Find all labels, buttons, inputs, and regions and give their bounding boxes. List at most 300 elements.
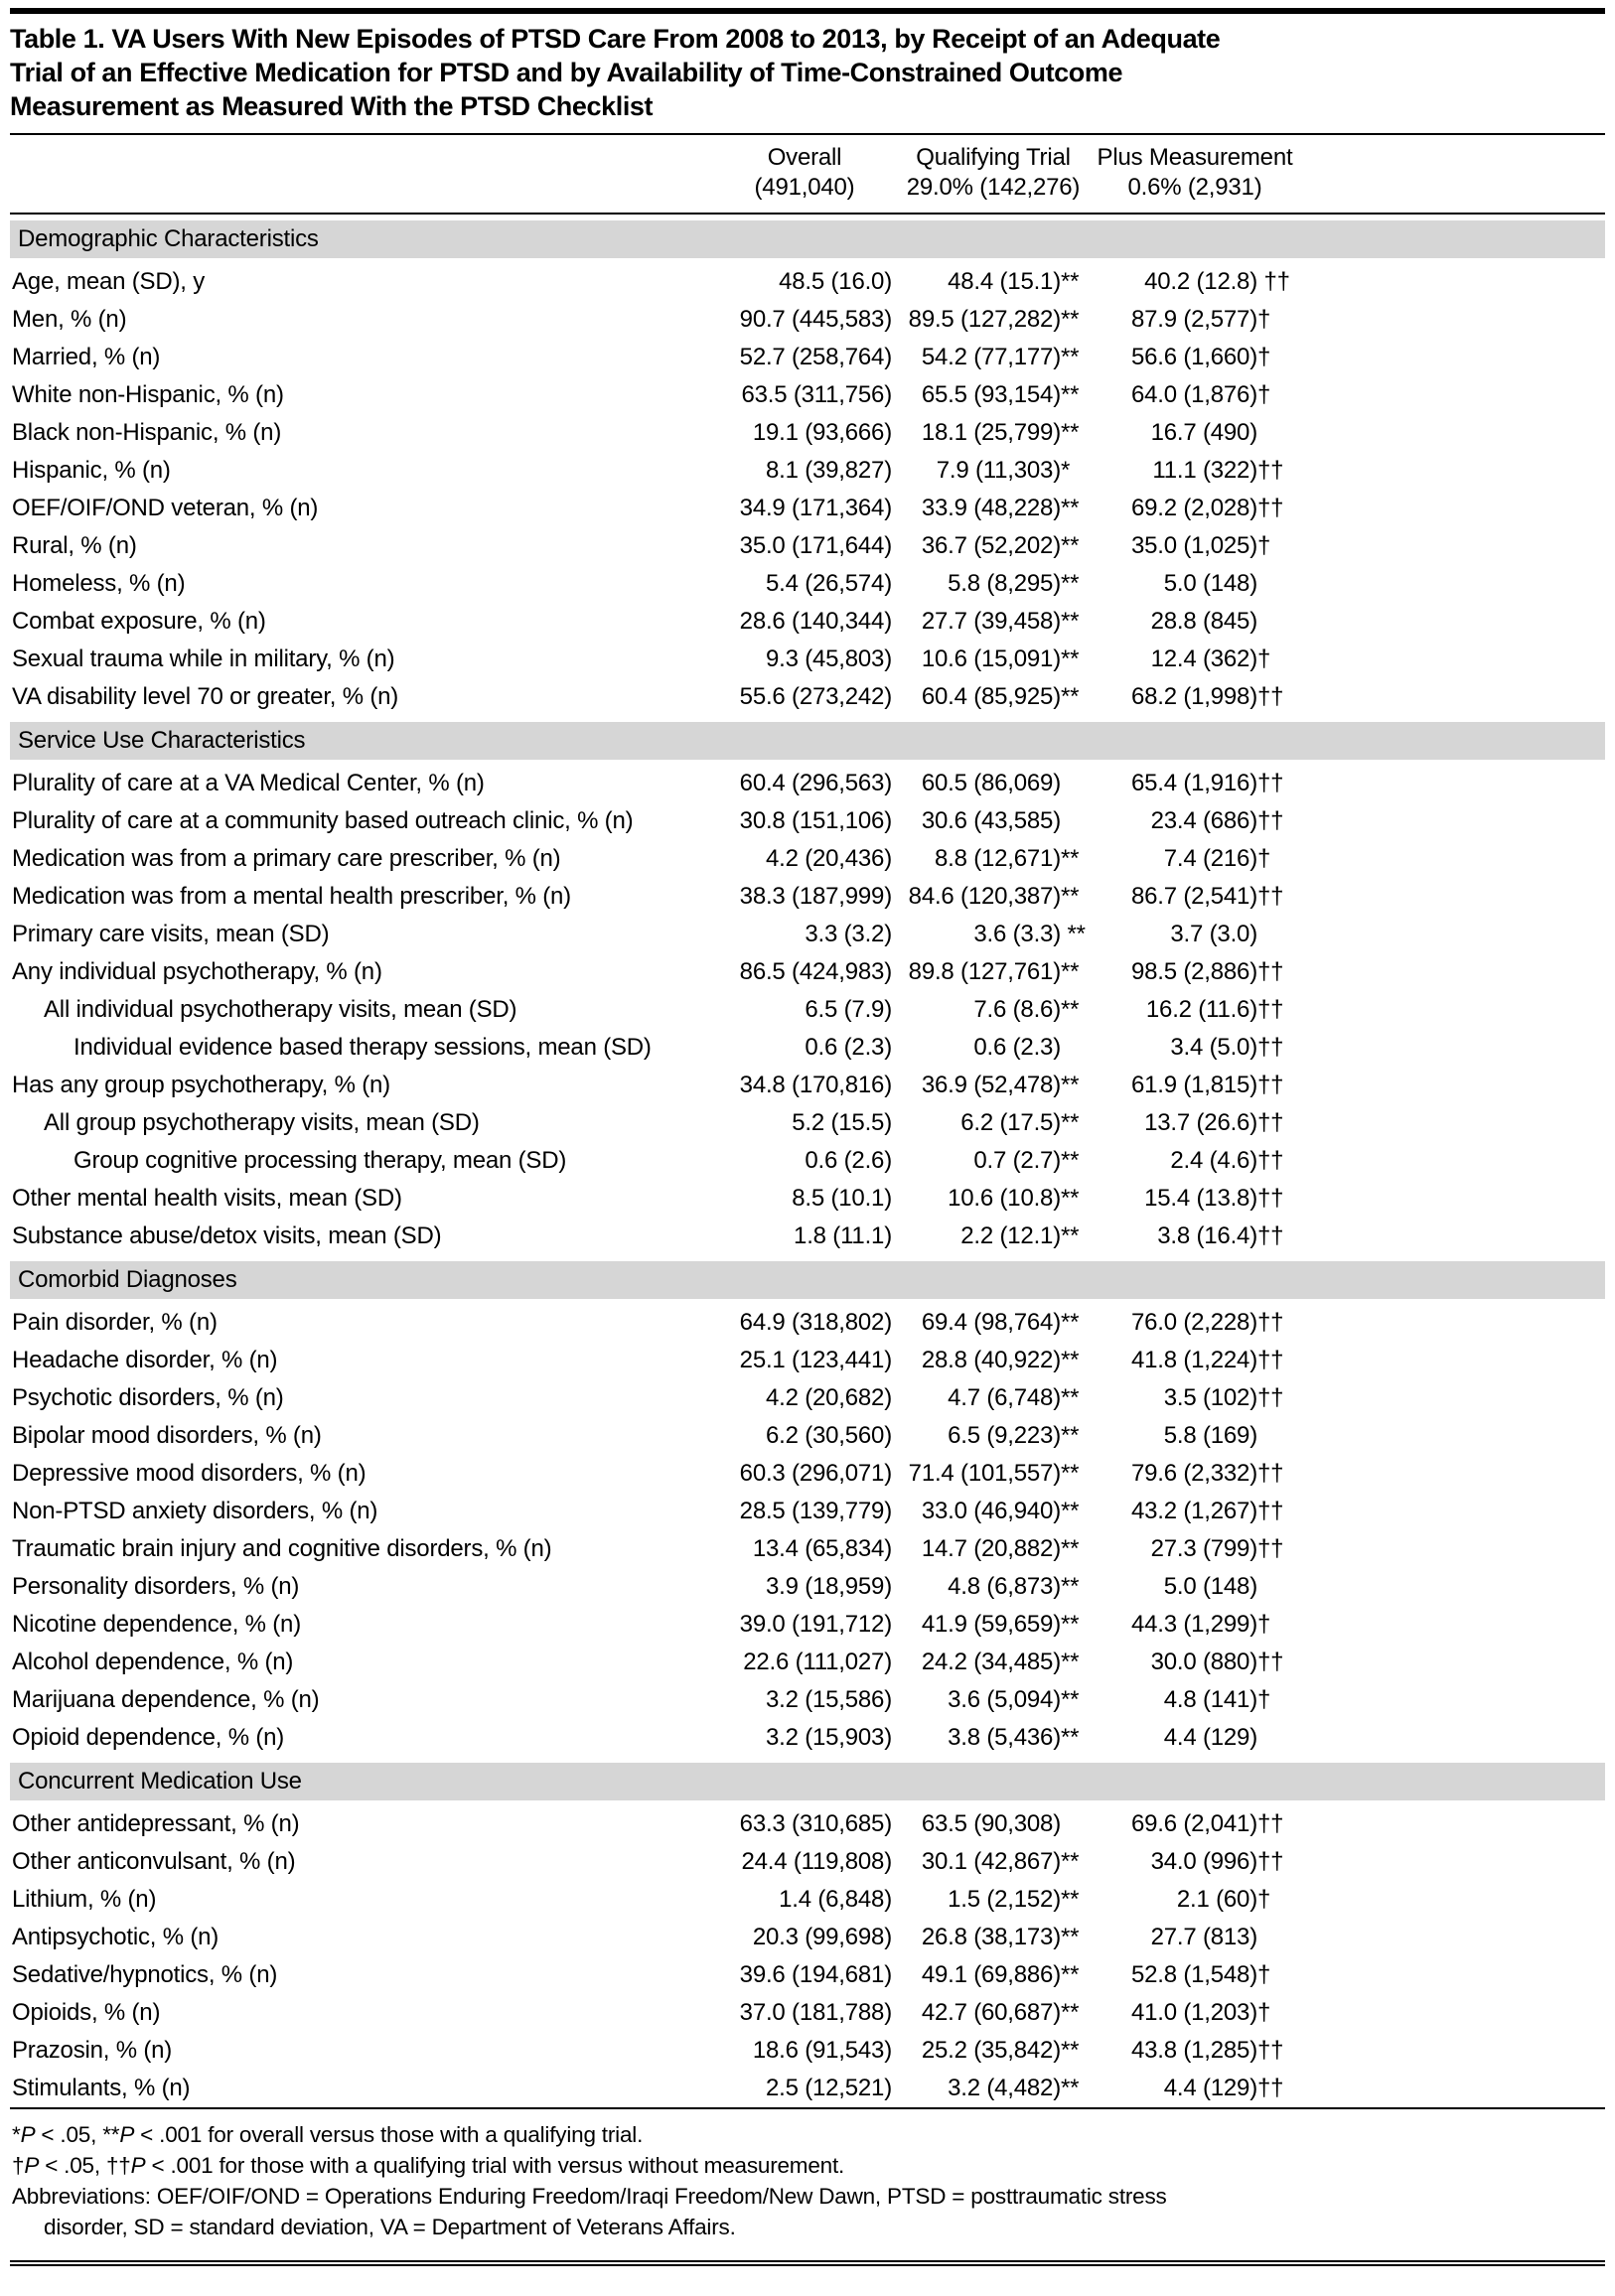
row-label: Lithium, % (n) (12, 1886, 157, 1913)
significance-flag: † (1257, 1961, 1271, 1988)
table-row (10, 802, 1605, 840)
row-label: Plurality of care at a VA Medical Center, % (n) (12, 770, 485, 796)
cell-value: 34.0 (996) (1150, 1848, 1257, 1875)
table-row (10, 878, 1605, 916)
cell-value: 55.6 (273,242) (739, 683, 892, 710)
cell-qualifying-trial (894, 770, 1093, 797)
cell-value: 6.5 (9,223) (948, 1422, 1061, 1449)
table-row (10, 840, 1605, 878)
cell-overall (715, 1072, 894, 1099)
significance-flag: †† (1257, 1848, 1284, 1875)
cell-value: 13.7 (26.6) (1144, 1109, 1257, 1136)
cell-plus-measurement (1093, 1649, 1297, 1676)
cell-value: 63.5 (90,308) (921, 1810, 1061, 1837)
row-label: Medication was from a primary care prescriber, % (n) (12, 845, 561, 872)
cell-qualifying-trial (894, 1422, 1093, 1450)
cell-qualifying-trial (894, 1309, 1093, 1337)
cell-value: 9.3 (45,803) (765, 646, 892, 672)
cell-value: 35.0 (171,644) (739, 532, 892, 559)
row-label: Hispanic, % (n) (12, 457, 171, 484)
cell-plus-measurement (1093, 2075, 1297, 2102)
column-header-qualifying-trial-line1: Qualifying Trial (916, 144, 1071, 171)
row-label: Combat exposure, % (n) (12, 608, 266, 635)
table-row (10, 1493, 1605, 1530)
cell-value: 33.9 (48,228) (921, 495, 1061, 521)
cell-value: 4.8 (141) (1163, 1686, 1257, 1713)
cell-value: 6.2 (30,560) (765, 1422, 892, 1449)
cell-plus-measurement (1093, 807, 1297, 835)
cell-value: 52.8 (1,548) (1130, 1961, 1257, 1988)
cell-plus-measurement (1093, 344, 1297, 371)
cell-value: 65.4 (1,916) (1130, 770, 1257, 796)
row-label: Bipolar mood disorders, % (n) (12, 1422, 322, 1449)
significance-flag: ** (1061, 883, 1080, 910)
cell-value: 4.8 (6,873) (948, 1573, 1061, 1600)
column-header-qualifying-trial (894, 143, 1093, 203)
significance-flag: ** (1061, 1961, 1080, 1988)
cell-plus-measurement (1093, 608, 1297, 636)
row-label: Other anticonvulsant, % (n) (12, 1848, 296, 1875)
cell-value: 27.3 (799) (1150, 1535, 1257, 1562)
cell-value: 30.6 (43,585) (921, 807, 1061, 834)
cell-value: 41.0 (1,203) (1130, 1999, 1257, 2026)
table-row (10, 1342, 1605, 1379)
table-row (10, 953, 1605, 991)
row-label: Rural, % (n) (12, 532, 137, 559)
cell-value: 15.4 (13.8) (1144, 1185, 1257, 1212)
cell-value: 34.9 (171,364) (739, 495, 892, 521)
table-title-line: Trial of an Effective Medication for PTSD and by Availability of Time-Constrained Outcome (10, 58, 1123, 87)
cell-overall (715, 306, 894, 334)
footnote-line (12, 2119, 1605, 2150)
table-row (10, 1606, 1605, 1644)
row-label: VA disability level 70 or greater, % (n) (12, 683, 399, 710)
cell-overall (715, 921, 894, 948)
cell-overall (715, 1309, 894, 1337)
cell-plus-measurement (1093, 2037, 1297, 2065)
cell-plus-measurement (1093, 1810, 1297, 1838)
row-label: Medication was from a mental health prescriber, % (n) (12, 883, 571, 910)
cell-value: 54.2 (77,177) (921, 344, 1061, 370)
row-label: Prazosin, % (n) (12, 2037, 173, 2064)
table-row (10, 603, 1605, 641)
cell-value: 56.6 (1,660) (1130, 344, 1257, 370)
row-label: Psychotic disorders, % (n) (12, 1384, 284, 1411)
cell-value: 98.5 (2,886) (1130, 958, 1257, 985)
cell-overall (715, 646, 894, 673)
cell-plus-measurement (1093, 1309, 1297, 1337)
cell-overall (715, 958, 894, 986)
significance-flag: †† (1257, 1034, 1284, 1061)
cell-overall (715, 1810, 894, 1838)
cell-overall (715, 1961, 894, 1989)
cell-qualifying-trial (894, 1347, 1093, 1374)
cell-qualifying-trial (894, 1535, 1093, 1563)
significance-flag: † (1257, 646, 1271, 672)
table-row (10, 1029, 1605, 1067)
cell-overall (715, 1573, 894, 1601)
row-label: Any individual psychotherapy, % (n) (12, 958, 382, 985)
cell-plus-measurement (1093, 1611, 1297, 1639)
significance-flag: ** (1061, 1460, 1080, 1487)
row-label: Headache disorder, % (n) (12, 1347, 278, 1373)
cell-value: 42.7 (60,687) (921, 1999, 1061, 2026)
cell-value: 18.6 (91,543) (752, 2037, 892, 2064)
cell-plus-measurement (1093, 1848, 1297, 1876)
cell-plus-measurement (1093, 1185, 1297, 1213)
cell-value: 8.5 (10.1) (792, 1185, 892, 1212)
row-label: Marijuana dependence, % (n) (12, 1686, 320, 1713)
footnote-italic-p: P (119, 2122, 135, 2147)
cell-overall (715, 1109, 894, 1137)
cell-qualifying-trial (894, 1185, 1093, 1213)
table-top-rule (10, 8, 1605, 14)
cell-value: 3.8 (5,436) (948, 1724, 1061, 1751)
cell-qualifying-trial (894, 1686, 1093, 1714)
column-header-plus-measurement (1093, 143, 1297, 203)
section-header: Concurrent Medication Use (10, 1763, 1605, 1800)
cell-qualifying-trial (894, 381, 1093, 409)
cell-plus-measurement (1093, 495, 1297, 522)
cell-value: 34.8 (170,816) (739, 1072, 892, 1098)
cell-qualifying-trial (894, 1999, 1093, 2027)
table-row (10, 339, 1605, 376)
cell-value: 28.8 (845) (1150, 608, 1257, 635)
table-bottom-double-rule (10, 2260, 1605, 2266)
row-label: Other antidepressant, % (n) (12, 1810, 300, 1837)
significance-flag: ** (1061, 683, 1080, 710)
significance-flag: ** (1061, 2037, 1080, 2064)
footnote-text: † (12, 2153, 25, 2178)
footnote-italic-p: P (20, 2122, 36, 2147)
significance-flag: † (1257, 845, 1271, 872)
cell-value: 69.4 (98,764) (921, 1309, 1061, 1336)
cell-value: 35.0 (1,025) (1130, 532, 1257, 559)
cell-value: 5.8 (169) (1163, 1422, 1257, 1449)
cell-qualifying-trial (894, 883, 1093, 911)
cell-value: 26.8 (38,173) (921, 1924, 1061, 1950)
footnote-italic-p: P (24, 2153, 40, 2178)
cell-value: 27.7 (813) (1150, 1924, 1257, 1950)
row-label: Homeless, % (n) (12, 570, 186, 597)
cell-value: 8.8 (12,671) (934, 845, 1061, 872)
cell-plus-measurement (1093, 646, 1297, 673)
cell-value: 44.3 (1,299) (1130, 1611, 1257, 1638)
cell-qualifying-trial (894, 1848, 1093, 1876)
column-header-row (10, 135, 1605, 213)
cell-value: 63.5 (311,756) (741, 381, 892, 408)
cell-plus-measurement (1093, 457, 1297, 485)
significance-flag: ** (1061, 1384, 1080, 1411)
cell-value: 11.1 (322) (1152, 457, 1257, 484)
cell-value: 23.4 (686) (1150, 807, 1257, 834)
row-label: Alcohol dependence, % (n) (12, 1649, 294, 1675)
cell-value: 2.4 (4.6) (1170, 1147, 1257, 1174)
cell-value: 1.5 (2,152) (948, 1886, 1061, 1913)
table-row (10, 1843, 1605, 1881)
row-label: Stimulants, % (n) (12, 2075, 191, 2101)
cell-overall (715, 1724, 894, 1752)
table-row (10, 641, 1605, 678)
cell-value: 60.3 (296,071) (739, 1460, 892, 1487)
cell-qualifying-trial (894, 958, 1093, 986)
significance-flag: † (1257, 344, 1271, 370)
significance-flag: †† (1257, 1384, 1284, 1411)
row-label: All group psychotherapy visits, mean (SD) (44, 1109, 480, 1136)
significance-flag: †† (1257, 1109, 1284, 1136)
significance-flag: †† (1257, 770, 1284, 796)
cell-overall (715, 419, 894, 447)
cell-qualifying-trial (894, 1498, 1093, 1525)
cell-plus-measurement (1093, 268, 1297, 296)
cell-value: 41.8 (1,224) (1130, 1347, 1257, 1373)
significance-flag: †† (1257, 2075, 1284, 2101)
significance-flag: ** (1061, 1848, 1080, 1875)
cell-value: 52.7 (258,764) (739, 344, 892, 370)
significance-flag: †† (1257, 1649, 1284, 1675)
cell-value: 38.3 (187,999) (739, 883, 892, 910)
cell-overall (715, 268, 894, 296)
cell-value: 60.4 (296,563) (739, 770, 892, 796)
cell-value: 90.7 (445,583) (739, 306, 892, 333)
cell-value: 3.7 (3.0) (1170, 921, 1257, 947)
cell-value: 0.7 (2.7) (973, 1147, 1061, 1174)
significance-flag: †† (1257, 1460, 1284, 1487)
cell-overall (715, 381, 894, 409)
row-label: Pain disorder, % (n) (12, 1309, 218, 1336)
cell-value: 49.1 (69,886) (921, 1961, 1061, 1988)
significance-flag: †† (1257, 996, 1284, 1023)
footnote-text: < .001 for overall versus those with a qualifying trial. (134, 2122, 644, 2147)
significance-flag: ** (1061, 419, 1080, 446)
cell-value: 18.1 (25,799) (921, 419, 1061, 446)
cell-value: 30.0 (880) (1150, 1649, 1257, 1675)
table-row (10, 2032, 1605, 2070)
cell-overall (715, 570, 894, 598)
column-header-overall-line2: (491,040) (754, 174, 855, 201)
cell-value: 65.5 (93,154) (921, 381, 1061, 408)
footnote-italic-p: P (130, 2153, 146, 2178)
cell-value: 14.7 (20,882) (921, 1535, 1061, 1562)
significance-flag: ** (1061, 958, 1080, 985)
table-row (10, 1304, 1605, 1342)
cell-overall (715, 1034, 894, 1062)
cell-qualifying-trial (894, 1109, 1093, 1137)
table-row (10, 1530, 1605, 1568)
table-row (10, 1067, 1605, 1104)
cell-value: 28.5 (139,779) (739, 1498, 892, 1524)
cell-value: 0.6 (2.3) (973, 1034, 1061, 1061)
cell-overall (715, 996, 894, 1024)
cell-value: 84.6 (120,387) (908, 883, 1061, 910)
significance-flag: ** (1061, 845, 1080, 872)
footnote-text: disorder, SD = standard deviation, VA = Department of Veterans Affairs. (44, 2215, 736, 2239)
row-label: Opioid dependence, % (n) (12, 1724, 285, 1751)
cell-overall (715, 1535, 894, 1563)
cell-qualifying-trial (894, 457, 1093, 485)
significance-flag: †† (1257, 1185, 1284, 1212)
table-row (10, 1568, 1605, 1606)
cell-value: 71.4 (101,557) (908, 1460, 1061, 1487)
cell-value: 3.6 (5,094) (948, 1686, 1061, 1713)
cell-value: 3.3 (3.2) (805, 921, 892, 947)
footnotes (10, 2109, 1605, 2250)
row-label: Antipsychotic, % (n) (12, 1924, 220, 1950)
column-header-plus-measurement-line2: 0.6% (2,931) (1127, 174, 1262, 201)
cell-plus-measurement (1093, 1384, 1297, 1412)
significance-flag: ** (1061, 2075, 1080, 2101)
row-label: Men, % (n) (12, 306, 127, 333)
row-label: Traumatic brain injury and cognitive disorders, % (n) (12, 1535, 552, 1562)
cell-overall (715, 2037, 894, 2065)
cell-value: 68.2 (1,998) (1130, 683, 1257, 710)
significance-flag: †† (1257, 495, 1284, 521)
significance-flag: †† (1257, 1309, 1284, 1336)
cell-overall (715, 845, 894, 873)
significance-flag: ** (1061, 1535, 1080, 1562)
row-label: Opioids, % (n) (12, 1999, 161, 2026)
cell-value: 20.3 (99,698) (752, 1924, 892, 1950)
cell-value: 13.4 (65,834) (752, 1535, 892, 1562)
cell-overall (715, 532, 894, 560)
significance-flag: † (1257, 381, 1271, 408)
cell-overall (715, 1611, 894, 1639)
table-body (10, 220, 1605, 2107)
cell-value: 48.4 (15.1) (948, 268, 1061, 295)
row-label: Group cognitive processing therapy, mean (SD) (73, 1147, 567, 1174)
significance-flag: ** (1061, 1649, 1080, 1675)
significance-flag: ** (1061, 570, 1080, 597)
cell-overall (715, 608, 894, 636)
significance-flag: ** (1061, 1309, 1080, 1336)
cell-overall (715, 1999, 894, 2027)
table-row (10, 1994, 1605, 2032)
row-label: Black non-Hispanic, % (n) (12, 419, 282, 446)
cell-value: 64.0 (1,876) (1130, 381, 1257, 408)
significance-flag: †† (1257, 683, 1284, 710)
row-label: Sedative/hypnotics, % (n) (12, 1961, 278, 1988)
cell-value: 3.5 (102) (1163, 1384, 1257, 1411)
table-row (10, 1180, 1605, 1218)
cell-value: 64.9 (318,802) (739, 1309, 892, 1336)
significance-flag: † (1257, 1611, 1271, 1638)
row-label: Non-PTSD anxiety disorders, % (n) (12, 1498, 378, 1524)
cell-value: 48.5 (16.0) (779, 268, 892, 295)
table-row (10, 414, 1605, 452)
table-row (10, 1881, 1605, 1919)
row-label: Individual evidence based therapy sessions, mean (SD) (73, 1034, 652, 1061)
table-row (10, 376, 1605, 414)
cell-value: 5.8 (8,295) (948, 570, 1061, 597)
cell-value: 2.1 (60) (1176, 1886, 1257, 1913)
row-label: Sexual trauma while in military, % (n) (12, 646, 395, 672)
cell-qualifying-trial (894, 268, 1093, 296)
cell-overall (715, 1384, 894, 1412)
cell-value: 40.2 (12.8) (1144, 268, 1257, 295)
cell-qualifying-trial (894, 570, 1093, 598)
cell-value: 3.8 (16.4) (1157, 1222, 1257, 1249)
cell-qualifying-trial (894, 1810, 1093, 1838)
significance-flag: † (1257, 1886, 1271, 1913)
cell-overall (715, 1347, 894, 1374)
cell-plus-measurement (1093, 419, 1297, 447)
cell-plus-measurement (1093, 1422, 1297, 1450)
cell-value: 37.0 (181,788) (739, 1999, 892, 2026)
cell-value: 27.7 (39,458) (921, 608, 1061, 635)
cell-value: 22.6 (111,027) (743, 1649, 892, 1675)
footnote-text: < .05, †† (39, 2153, 131, 2178)
significance-flag: ** (1061, 495, 1080, 521)
cell-qualifying-trial (894, 1460, 1093, 1488)
cell-value: 41.9 (59,659) (921, 1611, 1061, 1638)
row-label: Depressive mood disorders, % (n) (12, 1460, 367, 1487)
significance-flag: ** (1061, 1347, 1080, 1373)
cell-qualifying-trial (894, 1961, 1093, 1989)
significance-flag: ** (1061, 306, 1080, 333)
cell-value: 12.4 (362) (1150, 646, 1257, 672)
cell-overall (715, 2075, 894, 2102)
significance-flag: * (1061, 457, 1071, 484)
significance-flag: ** (1061, 381, 1080, 408)
cell-overall (715, 344, 894, 371)
table-row (10, 452, 1605, 490)
significance-flag: †† (1257, 958, 1284, 985)
significance-flag: †† (1257, 268, 1290, 295)
section-header: Demographic Characteristics (10, 220, 1605, 258)
cell-value: 24.2 (34,485) (921, 1649, 1061, 1675)
cell-plus-measurement (1093, 570, 1297, 598)
cell-value: 63.3 (310,685) (739, 1810, 892, 1837)
table-row (10, 1142, 1605, 1180)
cell-plus-measurement (1093, 1886, 1297, 1914)
significance-flag: ** (1061, 1109, 1080, 1136)
cell-qualifying-trial (894, 1924, 1093, 1951)
cell-value: 79.6 (2,332) (1130, 1460, 1257, 1487)
significance-flag: † (1257, 532, 1271, 559)
cell-qualifying-trial (894, 1573, 1093, 1601)
cell-overall (715, 1498, 894, 1525)
table-row (10, 916, 1605, 953)
significance-flag: ** (1061, 1999, 1080, 2026)
cell-value: 24.4 (119,808) (741, 1848, 892, 1875)
cell-value: 16.7 (490) (1150, 419, 1257, 446)
cell-value: 30.8 (151,106) (739, 807, 892, 834)
cell-plus-measurement (1093, 958, 1297, 986)
footnote-text: < .05, ** (35, 2122, 120, 2147)
cell-value: 89.5 (127,282) (908, 306, 1061, 333)
cell-plus-measurement (1093, 770, 1297, 797)
significance-flag: ** (1061, 1222, 1080, 1249)
significance-flag: †† (1257, 1810, 1284, 1837)
row-label: White non-Hispanic, % (n) (12, 381, 284, 408)
significance-flag: †† (1257, 883, 1284, 910)
cell-value: 30.1 (42,867) (921, 1848, 1061, 1875)
cell-plus-measurement (1093, 1072, 1297, 1099)
cell-value: 4.4 (129) (1163, 2075, 1257, 2101)
cell-value: 7.9 (11,303) (936, 457, 1061, 484)
significance-flag: ** (1061, 1886, 1080, 1913)
row-label: Age, mean (SD), y (12, 268, 206, 295)
cell-plus-measurement (1093, 1034, 1297, 1062)
cell-plus-measurement (1093, 1686, 1297, 1714)
cell-value: 3.6 (3.3) (973, 921, 1061, 947)
cell-value: 4.4 (129) (1163, 1724, 1257, 1751)
footnote-text: < .001 for those with a qualifying trial with versus without measurement. (145, 2153, 845, 2178)
significance-flag: ** (1061, 344, 1080, 370)
cell-overall (715, 1886, 894, 1914)
cell-value: 25.1 (123,441) (739, 1347, 892, 1373)
significance-flag: †† (1257, 1498, 1284, 1524)
